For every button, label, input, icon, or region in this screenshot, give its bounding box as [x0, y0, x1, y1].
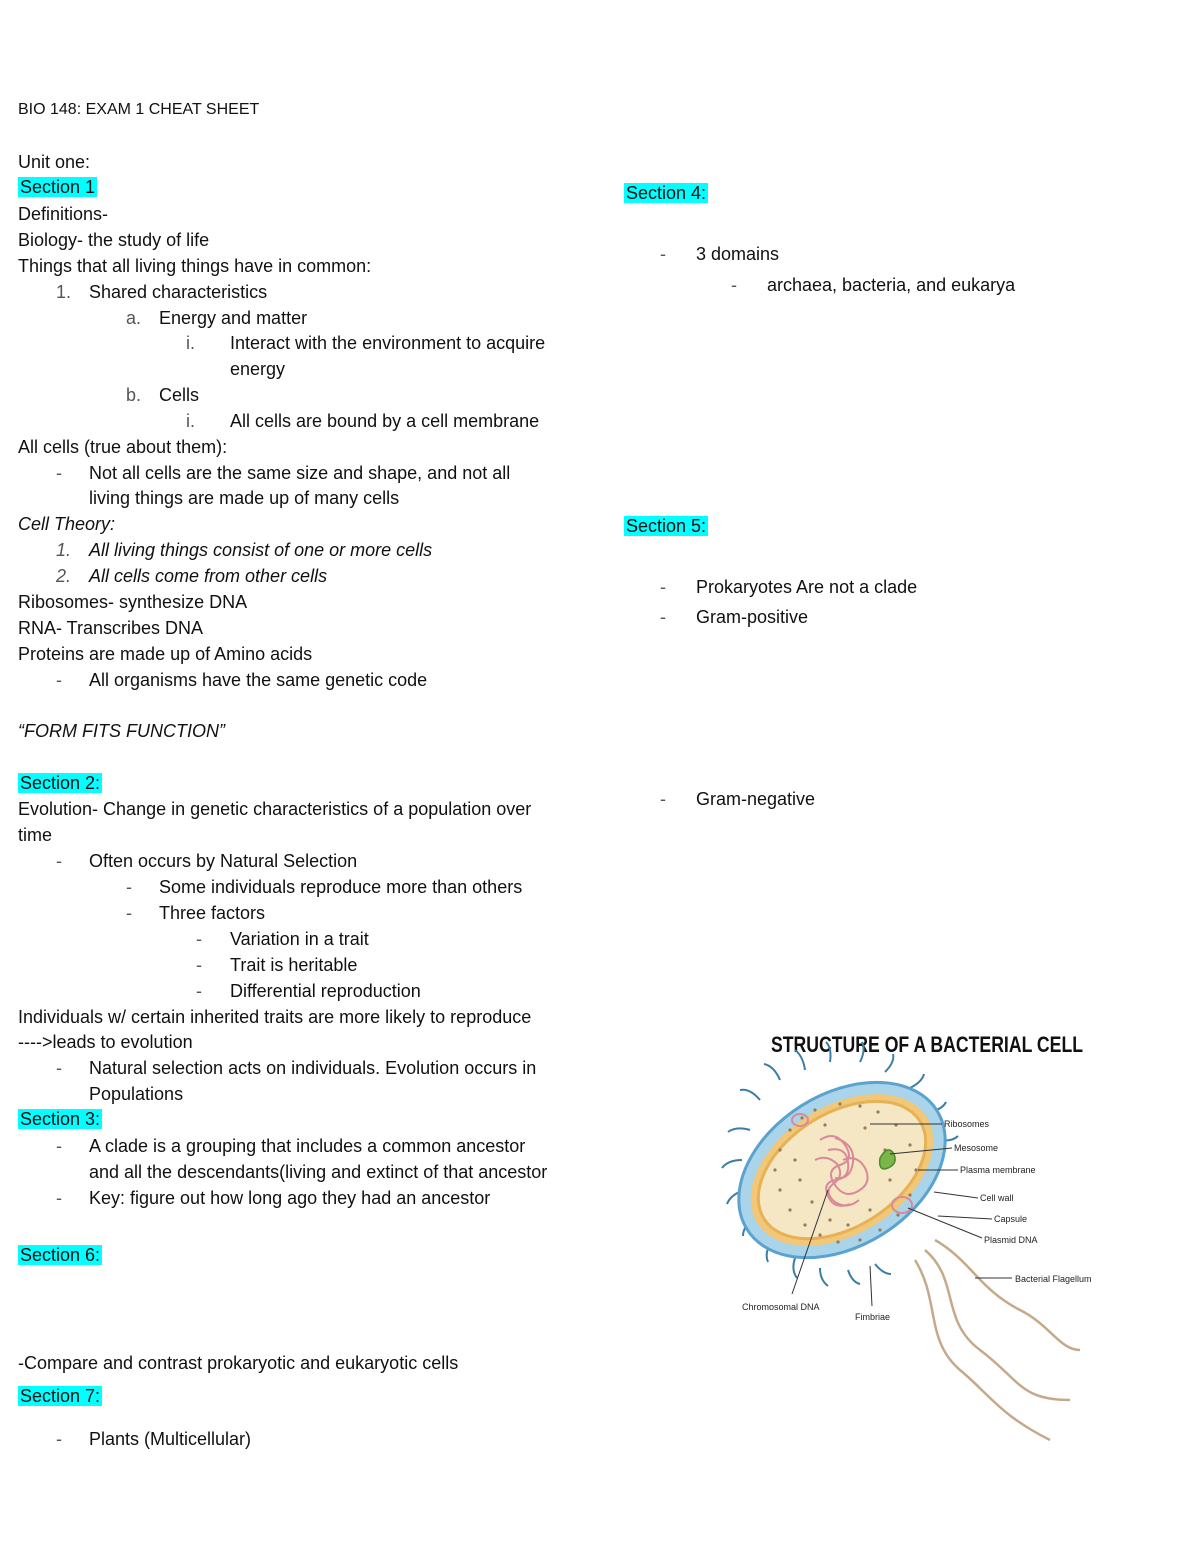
membrane-item: All cells are bound by a cell membrane	[230, 411, 540, 431]
differential-line: Differential reproduction	[230, 981, 421, 1001]
individuals-line: Individuals w/ certain inherited traits are more likely to reproduce	[18, 1007, 532, 1027]
domain-kinds-line: archaea, bacteria, and eukarya	[767, 275, 1016, 295]
list-marker: 1.	[56, 282, 72, 302]
label-fimbriae: Fimbriae	[855, 1312, 891, 1322]
ribosomes-line: Ribosomes- synthesize DNA	[18, 592, 248, 612]
list-marker: -	[196, 955, 202, 975]
figure-title: STRUCTURE OF A BACTERIAL CELL	[771, 1032, 1083, 1057]
list-marker: -	[56, 1058, 62, 1078]
acts-line-1: Natural selection acts on individuals. Evolution occurs in	[89, 1058, 537, 1078]
not-all-line-1: Not all cells are the same size and shape, and not all	[89, 463, 511, 483]
energy-matter: Energy and matter	[159, 308, 308, 328]
list-marker: -	[196, 981, 202, 1001]
interact-line-2: energy	[230, 359, 286, 379]
list-marker: -	[126, 903, 132, 923]
list-marker: 2.	[56, 566, 72, 586]
list-marker: b.	[126, 385, 142, 405]
evolution-line-2: time	[18, 825, 53, 845]
three-factors-line: Three factors	[159, 903, 266, 923]
label-capsule: Capsule	[994, 1214, 1028, 1224]
unit-label: Unit one:	[18, 152, 91, 172]
label-chromosomal-dna: Chromosomal DNA	[742, 1302, 820, 1312]
leads-line: ---->leads to evolution	[18, 1032, 193, 1052]
flagella	[915, 1240, 1080, 1440]
prokaryotes-line: Prokaryotes Are not a clade	[696, 577, 918, 597]
gram-negative-line: Gram-negative	[696, 789, 816, 809]
cells-item: Cells	[159, 385, 200, 405]
form-fits-function: “FORM FITS FUNCTION”	[18, 721, 225, 741]
heritable-line: Trait is heritable	[230, 955, 358, 975]
section-2-heading: Section 2:	[20, 773, 101, 793]
interact-line-1: Interact with the environment to acquire	[230, 333, 546, 353]
acts-line-2: Populations	[89, 1084, 184, 1104]
key-line: Key: figure out how long ago they had an ancestor	[89, 1188, 491, 1208]
label-plasmid-dna: Plasmid DNA	[984, 1235, 1038, 1245]
list-marker: a.	[126, 308, 142, 328]
list-marker: -	[56, 670, 62, 690]
list-marker: 1.	[56, 540, 72, 560]
compare-line: -Compare and contrast prokaryotic and eukaryotic cells	[18, 1353, 459, 1373]
list-marker: -	[196, 929, 202, 949]
list-marker: -	[126, 877, 132, 897]
list-marker: -	[56, 1429, 62, 1449]
proteins-line: Proteins are made up of Amino acids	[18, 644, 313, 664]
list-marker: -	[660, 577, 666, 597]
natural-selection-line: Often occurs by Natural Selection	[89, 851, 358, 871]
some-individuals-line: Some individuals reproduce more than others	[159, 877, 523, 897]
list-marker: i.	[186, 333, 195, 353]
clade-line-2: and all the descendants(living and extinct of that ancestor	[89, 1162, 548, 1182]
label-cell-wall: Cell wall	[980, 1193, 1014, 1203]
definitions-label: Definitions-	[18, 204, 109, 224]
biology-definition: Biology- the study of life	[18, 230, 210, 250]
list-marker: -	[56, 1188, 62, 1208]
all-cells-line: All cells (true about them):	[18, 437, 228, 457]
list-marker: -	[56, 1136, 62, 1156]
list-marker: i.	[186, 411, 195, 431]
list-marker: -	[56, 851, 62, 871]
bacterial-cell-figure	[720, 1020, 1120, 1450]
section-6-heading: Section 6:	[20, 1245, 101, 1265]
list-marker: -	[660, 607, 666, 627]
theory-item-1: All living things consist of one or more cells	[89, 540, 433, 560]
section-4-heading: Section 4:	[626, 183, 707, 203]
section-1-heading: Section 1	[20, 177, 96, 197]
list-marker: -	[56, 463, 62, 483]
domains-line: 3 domains	[696, 244, 780, 264]
section-5-heading: Section 5:	[626, 516, 707, 536]
section-7-heading: Section 7:	[20, 1386, 101, 1406]
label-plasma-membrane: Plasma membrane	[960, 1165, 1036, 1175]
common-traits-line: Things that all living things have in common:	[18, 256, 372, 276]
label-bacterial-flagellum: Bacterial Flagellum	[1015, 1274, 1092, 1284]
shared-characteristics: Shared characteristics	[89, 282, 268, 302]
plants-line: Plants (Multicellular)	[89, 1429, 252, 1449]
label-ribosomes: Ribosomes	[944, 1119, 990, 1129]
gram-positive-line: Gram-positive	[696, 607, 809, 627]
list-marker: -	[660, 244, 666, 264]
list-marker: -	[731, 275, 737, 295]
not-all-line-2: living things are made up of many cells	[89, 488, 400, 508]
genetic-code-line: All organisms have the same genetic code	[89, 670, 428, 690]
section-3-heading: Section 3:	[20, 1109, 101, 1129]
evolution-line-1: Evolution- Change in genetic characteristics of a population over	[18, 799, 532, 819]
theory-item-2: All cells come from other cells	[89, 566, 328, 586]
rna-line: RNA- Transcribes DNA	[18, 618, 204, 638]
list-marker: -	[660, 789, 666, 809]
label-mesosome: Mesosome	[954, 1143, 999, 1153]
variation-line: Variation in a trait	[230, 929, 369, 949]
cell-theory-label: Cell Theory:	[18, 514, 116, 534]
clade-line-1: A clade is a grouping that includes a common ancestor	[89, 1136, 526, 1156]
doc-title: BIO 148: EXAM 1 CHEAT SHEET	[18, 101, 260, 118]
